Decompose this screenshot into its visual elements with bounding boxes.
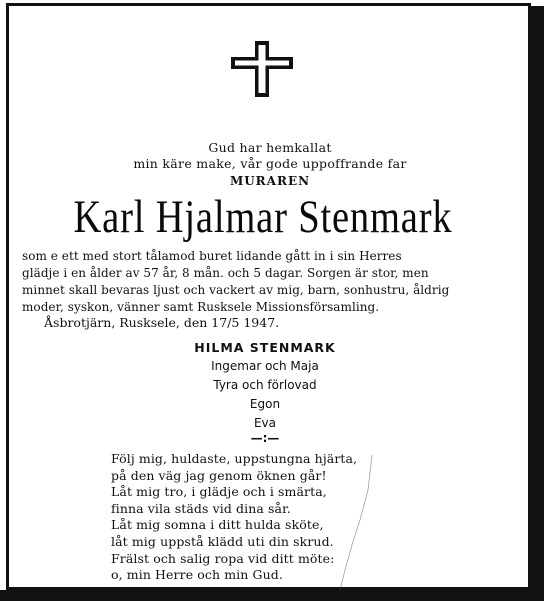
mourner-name: Ingemar och Maja xyxy=(211,359,319,373)
poem-line: finna vila städs vid dina sår. xyxy=(111,500,291,516)
section-divider: —:— xyxy=(250,431,280,445)
intro-line-2: min käre make, vår gode uppoffrande far xyxy=(133,156,407,171)
poem xyxy=(111,451,411,584)
mourner-name: Eva xyxy=(253,416,277,430)
body-line: moder, syskon, vänner samt Rusksele Missionsförsamling. xyxy=(22,300,380,314)
place-date: Åsbrotjärn, Rusksele, den 17/5 1947. xyxy=(44,315,280,330)
notice-body xyxy=(22,248,504,316)
mourner-name: Egon xyxy=(249,397,281,411)
frame-shadow-right xyxy=(531,6,544,601)
poem-line: Följ mig, huldaste, uppstungna hjärta, xyxy=(111,451,358,466)
poem-line: på den väg jag genom öknen går! xyxy=(111,467,327,483)
intro-line-1: Gud har hemkallat xyxy=(208,140,332,155)
body-line: som e ett med stort tålamod buret lidande gått in i sin Herres xyxy=(22,249,402,263)
cross-icon xyxy=(231,41,293,97)
mourner-name: Tyra och förlovad xyxy=(213,378,317,392)
occupation: MURAREN xyxy=(229,174,311,188)
body-line: glädje i en ålder av 57 år, 8 mån. och 5 dagar. Sorgen är stor, men xyxy=(22,266,429,280)
poem-line: Frälst och salig ropa vid ditt möte: xyxy=(111,550,335,566)
deceased-name: Karl Hjalmar Stenmark xyxy=(73,191,453,243)
poem-line: Låt mig somna i ditt hulda sköte, xyxy=(111,517,324,533)
poem-line: Låt mig tro, i glädje och i smärta, xyxy=(111,484,327,500)
mourner-name: HILMA STENMARK xyxy=(194,340,336,355)
mourners-list xyxy=(100,338,430,433)
frame-shadow-bottom xyxy=(0,590,544,601)
poem-line: låt mig uppstå klädd uti din skrud. xyxy=(111,533,334,549)
body-line: minnet skall bevaras ljust och vackert av mig, barn, sonhustru, åldrig xyxy=(22,283,450,297)
poem-line: o, min Herre och min Gud. xyxy=(111,567,283,583)
